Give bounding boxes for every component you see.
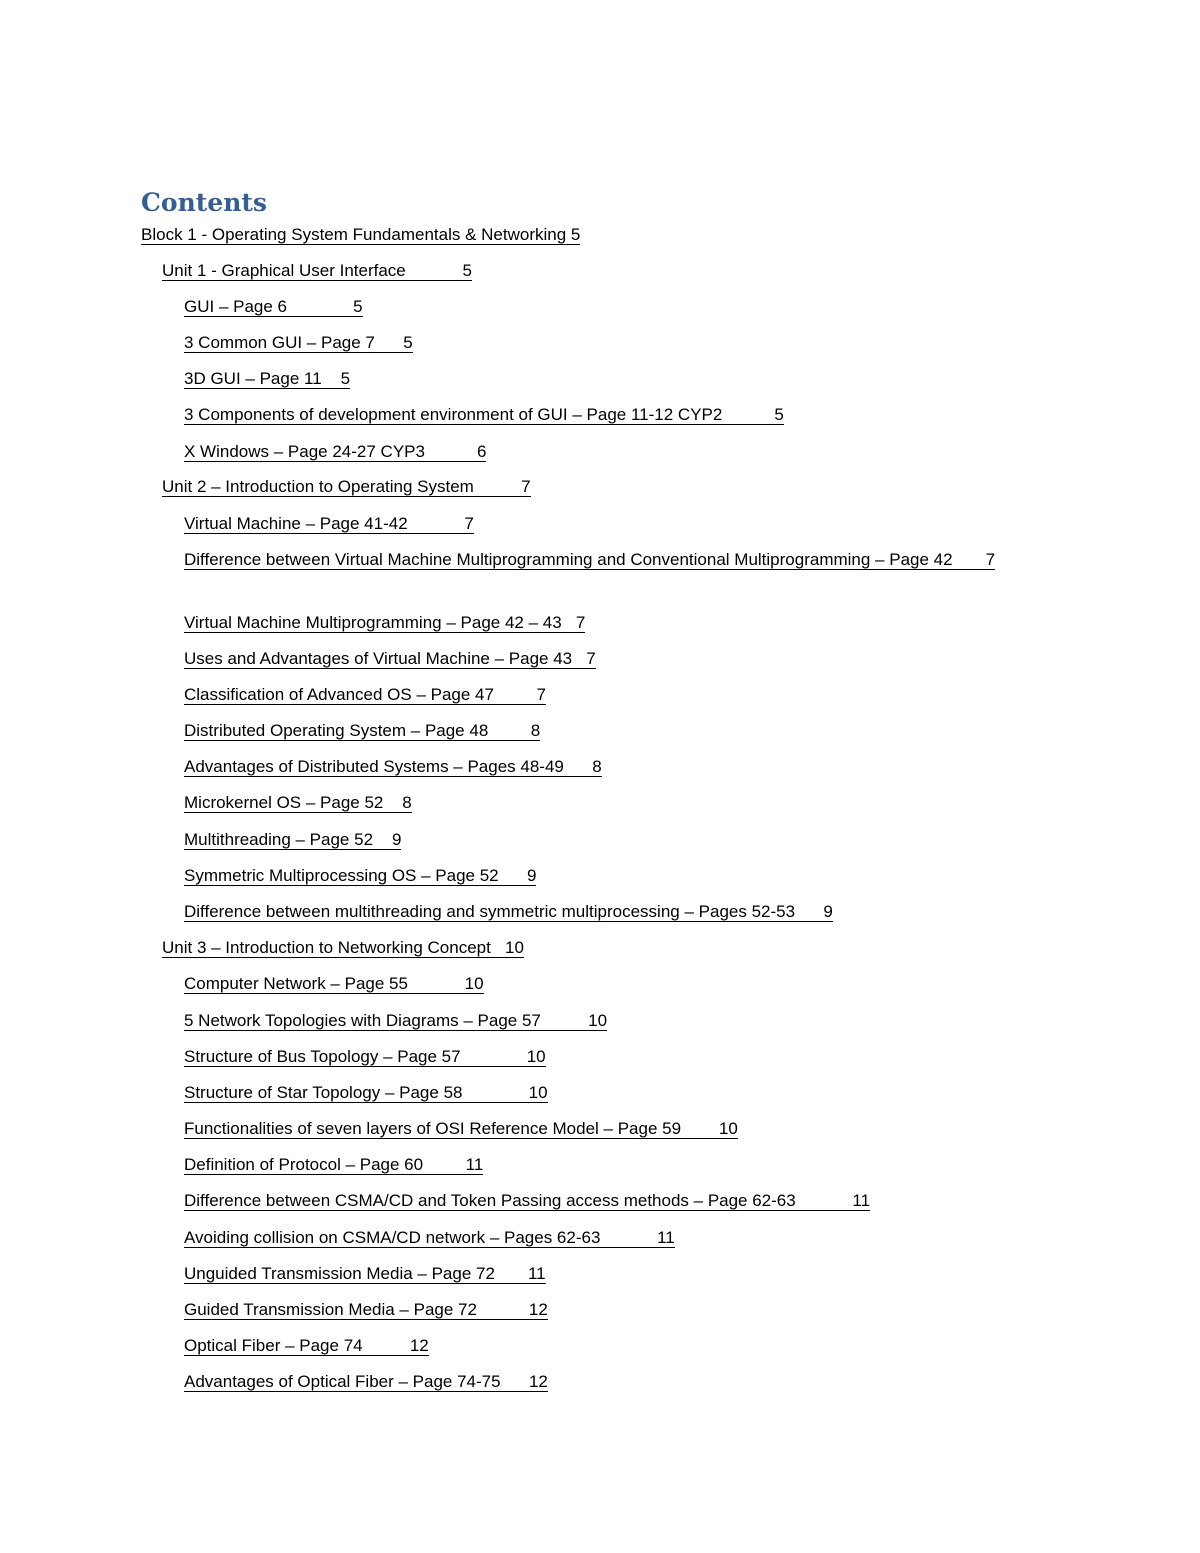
toc-entry-page-number: 11: [852, 1191, 871, 1210]
toc-entry-title: Microkernel OS – Page 52: [184, 793, 384, 812]
toc-entry[interactable]: [184, 718, 540, 744]
toc-entry-line: [184, 297, 363, 317]
toc-entry-line: [184, 1047, 546, 1067]
toc-entry-gap: [600, 1228, 657, 1247]
toc-entry-line: [184, 1083, 548, 1103]
toc-entry-gap: [491, 938, 505, 957]
toc-entry[interactable]: [184, 1008, 607, 1034]
toc-entry-title: 5 Network Topologies with Diagrams – Page 57: [184, 1011, 541, 1030]
toc-entry-gap: [322, 369, 341, 388]
toc-entry[interactable]: [184, 547, 1024, 573]
toc-entry-page-number: 6: [476, 442, 487, 461]
toc-entry-gap: [562, 613, 576, 632]
toc-entry-page-number: 7: [464, 514, 474, 533]
toc-entry[interactable]: [141, 222, 580, 248]
toc-entry-gap: [477, 1300, 529, 1319]
toc-entry-gap: [363, 1336, 410, 1355]
toc-entry-title: Distributed Operating System – Page 48: [184, 721, 489, 740]
toc-entry-gap: [953, 550, 986, 569]
toc-entry-page-number: 8: [530, 721, 541, 740]
toc-entry-line: [184, 369, 350, 389]
toc-entry[interactable]: [184, 1225, 675, 1251]
toc-entry-line: [162, 477, 531, 497]
toc-entry-page-number: 7: [985, 550, 996, 569]
toc-entry-title: Advantages of Optical Fiber – Page 74-75: [184, 1372, 501, 1391]
toc-entry-title: Avoiding collision on CSMA/CD network – Pages 62-63: [184, 1228, 601, 1247]
toc-entry-title: Multithreading – Page 52: [184, 830, 374, 849]
toc-entry-page-number: 12: [409, 1336, 429, 1355]
toc-entry-gap: [408, 514, 465, 533]
toc-entry-page-number: 10: [464, 974, 484, 993]
toc-entry-line: [184, 1155, 483, 1175]
toc-entry[interactable]: [184, 1369, 548, 1395]
toc-entry-line: [184, 793, 412, 813]
toc-entry-gap: [462, 1083, 528, 1102]
toc-entry-page-number: 7: [575, 613, 586, 632]
toc-entry-line: [184, 1011, 607, 1031]
toc-entry-title: Functionalities of seven layers of OSI Reference Model – Page 59: [184, 1119, 682, 1138]
toc-entry-gap: [495, 1264, 528, 1283]
toc-entry-line: [184, 1300, 548, 1320]
toc-entry[interactable]: [184, 790, 412, 816]
toc-entry-title: Unit 2 – Introduction to Operating System: [162, 477, 474, 496]
toc-entry-page-number: 11: [465, 1155, 484, 1174]
toc-entry-line: [184, 442, 486, 462]
toc-entry[interactable]: [162, 935, 524, 961]
toc-entry-page-number: 8: [402, 793, 412, 812]
toc-entry-title: X Windows – Page 24-27 CYP3: [184, 442, 425, 461]
toc-entry-line: [184, 514, 474, 534]
toc-entry-gap: [722, 405, 774, 424]
toc-entry-gap: [796, 1191, 853, 1210]
toc-entry-gap: [572, 649, 586, 668]
toc-entry-title: Virtual Machine – Page 41-42: [184, 514, 408, 533]
toc-entry-title: Symmetric Multiprocessing OS – Page 52: [184, 866, 499, 885]
toc-entry-title: Difference between CSMA/CD and Token Passing access methods – Page 62-63: [184, 1191, 796, 1210]
toc-entry-title: Classification of Advanced OS – Page 47: [184, 685, 494, 704]
toc-entry-page-number: 12: [528, 1300, 548, 1319]
toc-entry[interactable]: [184, 439, 486, 465]
toc-entry-title: Unit 3 – Introduction to Networking Concept: [162, 938, 491, 957]
toc-entry-page-number: 11: [657, 1228, 675, 1247]
toc-entry-line: [141, 225, 580, 245]
toc-entry[interactable]: [184, 827, 401, 853]
toc-entry-gap: [425, 442, 477, 461]
toc-entry-line: [184, 333, 413, 353]
toc-entry-line: [184, 649, 596, 669]
toc-entry-line: [184, 613, 585, 633]
toc-entry-title: Difference between multithreading and symmetric multiprocessing – Pages 52-53: [184, 902, 796, 921]
toc-entry-title: GUI – Page 6: [184, 297, 288, 316]
toc-entry-line: [184, 685, 546, 705]
toc-entry[interactable]: [184, 610, 585, 636]
toc-entry-page-number: 10: [526, 1047, 546, 1066]
toc-entry-page-number: 9: [526, 866, 537, 885]
toc-entry-line: [184, 830, 401, 850]
toc-entry-line: [162, 938, 524, 958]
toc-entry-page-number: 9: [391, 830, 402, 849]
toc-entry[interactable]: [184, 1188, 870, 1214]
toc-entry-page-number: 11: [527, 1264, 546, 1283]
toc-entry[interactable]: [184, 294, 363, 320]
toc-entry[interactable]: [184, 646, 596, 672]
toc-entry-title: Unguided Transmission Media – Page 72: [184, 1264, 495, 1283]
toc-entry-line: [184, 1191, 870, 1211]
toc-entry[interactable]: [184, 1152, 483, 1178]
toc-entry-gap: [423, 1155, 466, 1174]
toc-entry-page-number: 7: [521, 477, 531, 496]
toc-entry-title: Definition of Protocol – Page 60: [184, 1155, 424, 1174]
toc-entry-line: [184, 866, 536, 886]
toc-entry-line: [184, 1372, 548, 1392]
toc-entry-gap: [488, 721, 531, 740]
toc-entry-page-number: 7: [586, 649, 596, 668]
toc-entry-gap: [501, 1372, 529, 1391]
toc-entry-line: [184, 1228, 675, 1248]
toc-entry-title: Computer Network – Page 55: [184, 974, 408, 993]
toc-entry-gap: [564, 757, 592, 776]
toc-entry-gap: [373, 830, 392, 849]
toc-entry-line: [184, 1119, 738, 1139]
toc-entry[interactable]: [184, 899, 833, 925]
toc-entry-line: [184, 757, 602, 777]
toc-entry[interactable]: [184, 754, 602, 780]
toc-entry-title: Virtual Machine Multiprogramming – Page 42 – 43: [184, 613, 562, 632]
toc-entry-title: Structure of Star Topology – Page 58: [184, 1083, 463, 1102]
toc-entry-page-number: 9: [823, 902, 833, 921]
toc-entry[interactable]: [184, 1044, 546, 1070]
toc-entry-line: [184, 974, 484, 994]
toc-entry-title: 3D GUI – Page 11: [184, 369, 322, 388]
toc-entry[interactable]: [184, 1261, 546, 1287]
toc-entry-title: 3 Components of development environment of GUI – Page 11-12 CYP2: [184, 405, 723, 424]
toc-entry[interactable]: [184, 1297, 548, 1323]
toc-entry-gap: [795, 902, 823, 921]
toc-entry-gap: [541, 1011, 588, 1030]
toc-entry-page-number: 12: [528, 1372, 548, 1391]
toc-entry-page-number: 5: [340, 369, 351, 388]
toc-entry[interactable]: [162, 258, 472, 284]
toc-entry-page-number: 5: [403, 333, 413, 352]
toc-entry-gap: [461, 1047, 527, 1066]
toc-entry-line: [184, 902, 833, 922]
toc-entry[interactable]: [184, 1333, 429, 1359]
toc-entry-gap: [474, 477, 521, 496]
toc-entry-gap: [494, 685, 537, 704]
toc-entry-line: [184, 405, 784, 425]
toc-entry-line: [184, 1336, 429, 1356]
toc-entry-title: 3 Common GUI – Page 7: [184, 333, 375, 352]
toc-entry-title: Difference between Virtual Machine Multiprogramming and Conventional Multiprogramming – Page 42: [184, 550, 953, 569]
toc-entry-title: Advantages of Distributed Systems – Pages 48-49: [184, 757, 564, 776]
toc-entry-page-number: 5: [462, 261, 472, 280]
toc-entry-page-number: 8: [592, 757, 602, 776]
toc-entry[interactable]: [184, 366, 350, 392]
toc-entry-line: [184, 550, 995, 570]
toc-entry-line: [162, 261, 472, 281]
toc-entry[interactable]: [184, 511, 474, 537]
toc-entry-gap: [406, 261, 463, 280]
toc-entry-gap: [375, 333, 403, 352]
toc-entry-page-number: 10: [718, 1119, 738, 1138]
toc-entry-page-number: 7: [536, 685, 546, 704]
toc-entry-page-number: 10: [528, 1083, 548, 1102]
toc-entry[interactable]: [184, 682, 546, 708]
toc-entry-gap: [681, 1119, 719, 1138]
toc-entry[interactable]: [162, 474, 531, 500]
toc-entry-gap: [408, 974, 465, 993]
toc-entry-page-number: 10: [588, 1011, 608, 1030]
toc-entry-title: Block 1 - Operating System Fundamentals & Networking: [141, 225, 567, 244]
toc-entry-gap: [383, 793, 402, 812]
toc-entry-gap: [287, 297, 353, 316]
toc-entry-line: [184, 721, 540, 741]
toc-entry[interactable]: [184, 1116, 738, 1142]
toc-entry-page-number: 5: [774, 405, 784, 424]
toc-entry[interactable]: [184, 863, 536, 889]
toc-entry-title: Uses and Advantages of Virtual Machine – Page 43: [184, 649, 573, 668]
toc-entry-title: Guided Transmission Media – Page 72: [184, 1300, 477, 1319]
toc-entry-title: Optical Fiber – Page 74: [184, 1336, 363, 1355]
toc-entry-title: Unit 1 - Graphical User Interface: [162, 261, 406, 280]
toc-entry-page-number: 5: [570, 225, 581, 244]
toc-entry[interactable]: [184, 1080, 548, 1106]
toc-entry[interactable]: [184, 330, 413, 356]
toc-entry[interactable]: [184, 971, 484, 997]
toc-entry-page-number: 10: [505, 938, 524, 957]
toc-entry-title: Structure of Bus Topology – Page 57: [184, 1047, 461, 1066]
contents-heading: Contents: [141, 188, 268, 217]
toc-entry-line: [184, 1264, 546, 1284]
toc-entry-gap: [499, 866, 527, 885]
toc-entry[interactable]: [184, 402, 784, 428]
toc-entry-page-number: 5: [353, 297, 363, 316]
